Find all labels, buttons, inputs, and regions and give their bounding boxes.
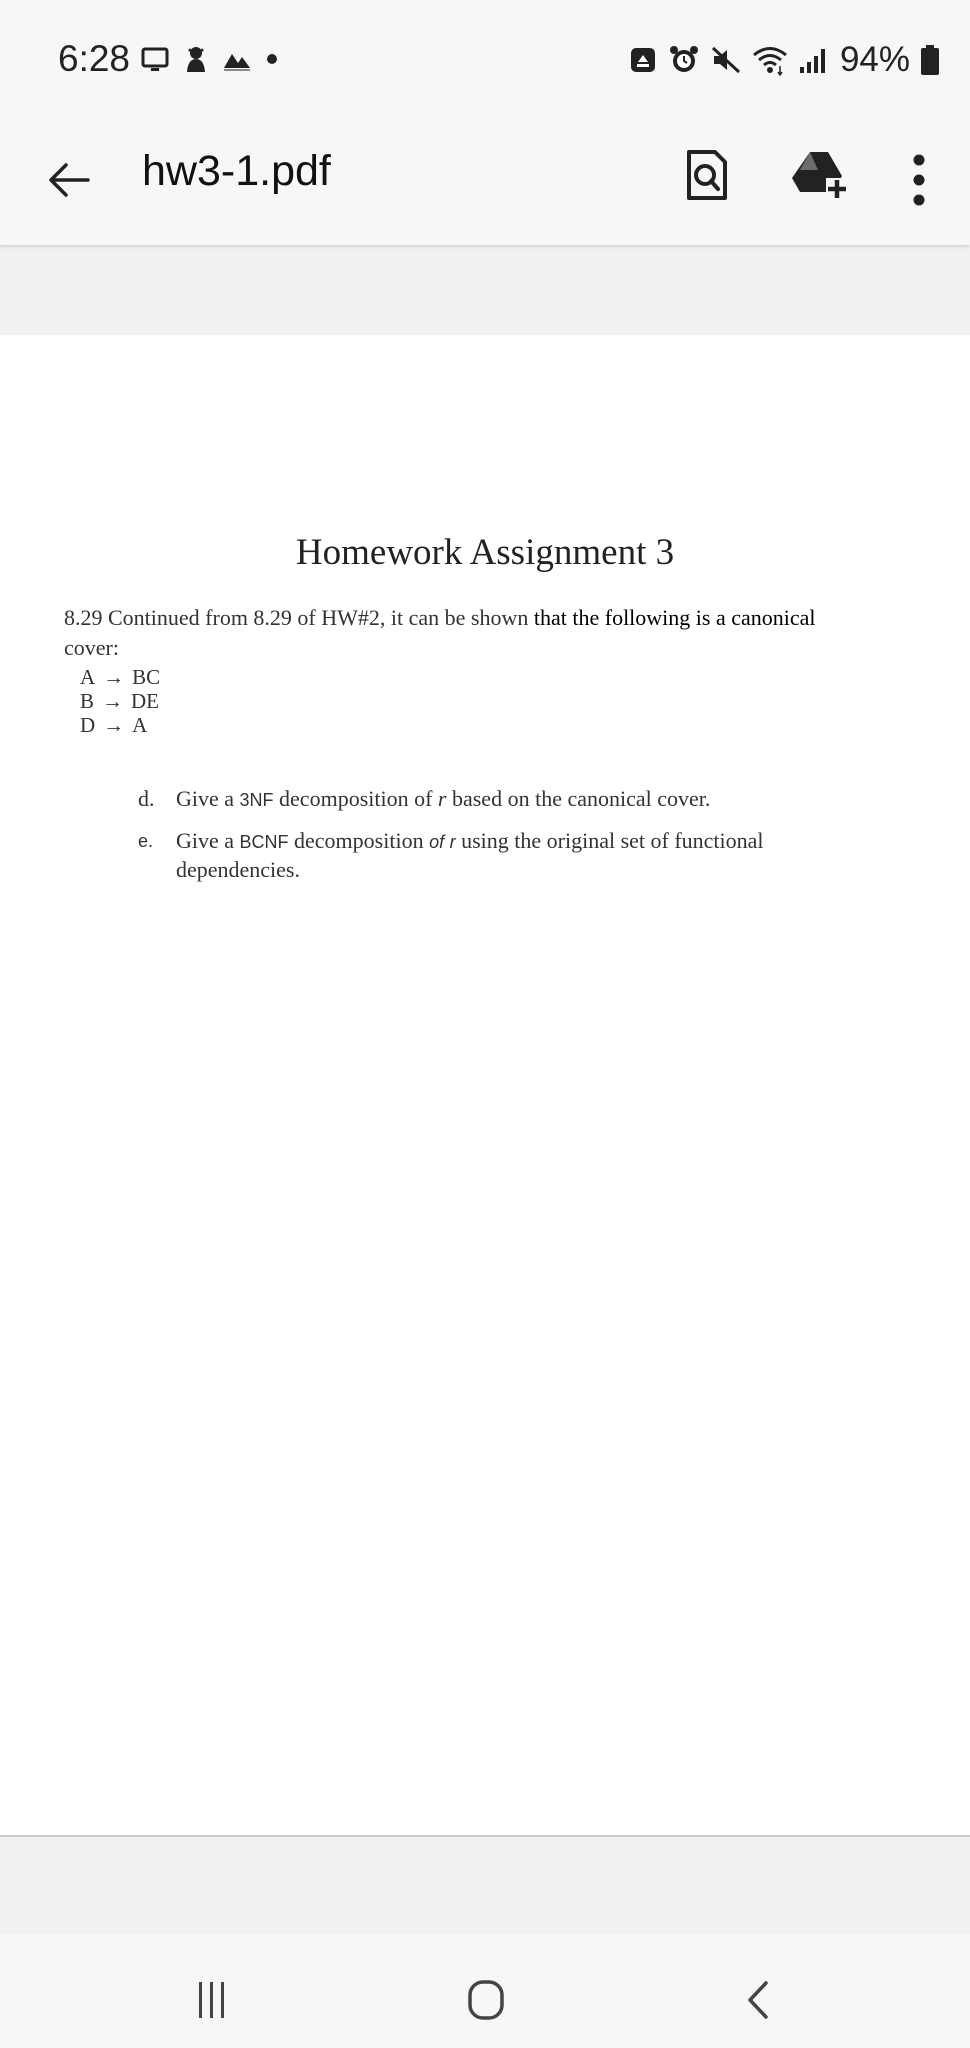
fd-rhs: A xyxy=(132,713,148,737)
back-arrow-icon[interactable] xyxy=(44,155,94,205)
fd-arrow: → xyxy=(103,665,125,689)
text-part: decomposition of xyxy=(279,786,433,811)
dot-icon xyxy=(264,51,280,67)
fd-arrow: → xyxy=(103,713,125,737)
battery-icon xyxy=(920,44,940,76)
text-abbr: 3NF xyxy=(239,790,274,810)
fd-rhs: BC xyxy=(132,665,161,689)
problem-cont: cover: xyxy=(64,635,119,660)
fd-arrow: → xyxy=(102,689,124,713)
home-icon[interactable] xyxy=(466,1979,506,2021)
text-part: based on the canonical cover. xyxy=(451,786,711,811)
status-bar xyxy=(0,0,970,115)
more-options-icon[interactable] xyxy=(904,150,934,210)
fd-rhs: DE xyxy=(131,689,160,713)
question-text xyxy=(176,827,796,884)
functional-dependency xyxy=(80,713,160,737)
question-text xyxy=(176,785,796,814)
homework-title: Homework Assignment 3 xyxy=(295,532,675,573)
fd-lhs: D xyxy=(80,713,96,737)
question-letter: d. xyxy=(138,786,155,811)
canonical-cover xyxy=(80,665,160,737)
fd-lhs: B xyxy=(80,689,95,713)
nav-back-icon[interactable] xyxy=(742,1979,772,2021)
status-time: 6:28 xyxy=(58,38,131,79)
alarm-icon xyxy=(668,44,700,76)
text-part: Give a xyxy=(176,828,235,853)
text-part: using the original set of functional dependencies. xyxy=(176,828,764,882)
status-right-icons xyxy=(628,40,940,80)
signal-icon xyxy=(798,45,830,75)
mute-icon xyxy=(710,44,742,76)
system-nav-bar xyxy=(0,1935,970,2048)
cat-notification-icon xyxy=(182,44,210,74)
recent-apps-icon[interactable] xyxy=(195,1980,229,2020)
problem-intro: 8.29 Continued from 8.29 of HW#2, it can be shown xyxy=(64,605,529,630)
question-list xyxy=(138,785,796,897)
photo-notification-icon xyxy=(222,46,252,72)
app-toolbar xyxy=(0,115,970,245)
problem-emph: that the following is a canonical xyxy=(533,605,816,630)
status-left-icons xyxy=(140,44,280,74)
text-part: decomposition xyxy=(294,828,424,853)
text-var: r xyxy=(449,832,456,852)
functional-dependency xyxy=(80,665,160,689)
text-part: Give a xyxy=(176,786,235,811)
fd-lhs: A xyxy=(80,665,96,689)
add-to-drive-icon[interactable] xyxy=(790,148,850,202)
text-part: of xyxy=(429,832,445,852)
save-notification-icon xyxy=(628,45,658,75)
problem-statement xyxy=(64,603,924,663)
screen-mirror-icon xyxy=(140,44,170,74)
question-letter: e. xyxy=(138,831,154,851)
battery-percent: 94% xyxy=(839,40,910,79)
text-var: r xyxy=(437,786,447,811)
find-in-document-icon[interactable] xyxy=(683,148,731,202)
wifi-icon xyxy=(752,44,788,76)
document-title: hw3-1.pdf xyxy=(142,147,331,195)
text-abbr: BCNF xyxy=(239,832,289,852)
functional-dependency xyxy=(80,689,160,713)
question-e xyxy=(138,827,796,884)
pdf-page[interactable] xyxy=(0,335,970,1837)
question-d xyxy=(138,785,796,814)
